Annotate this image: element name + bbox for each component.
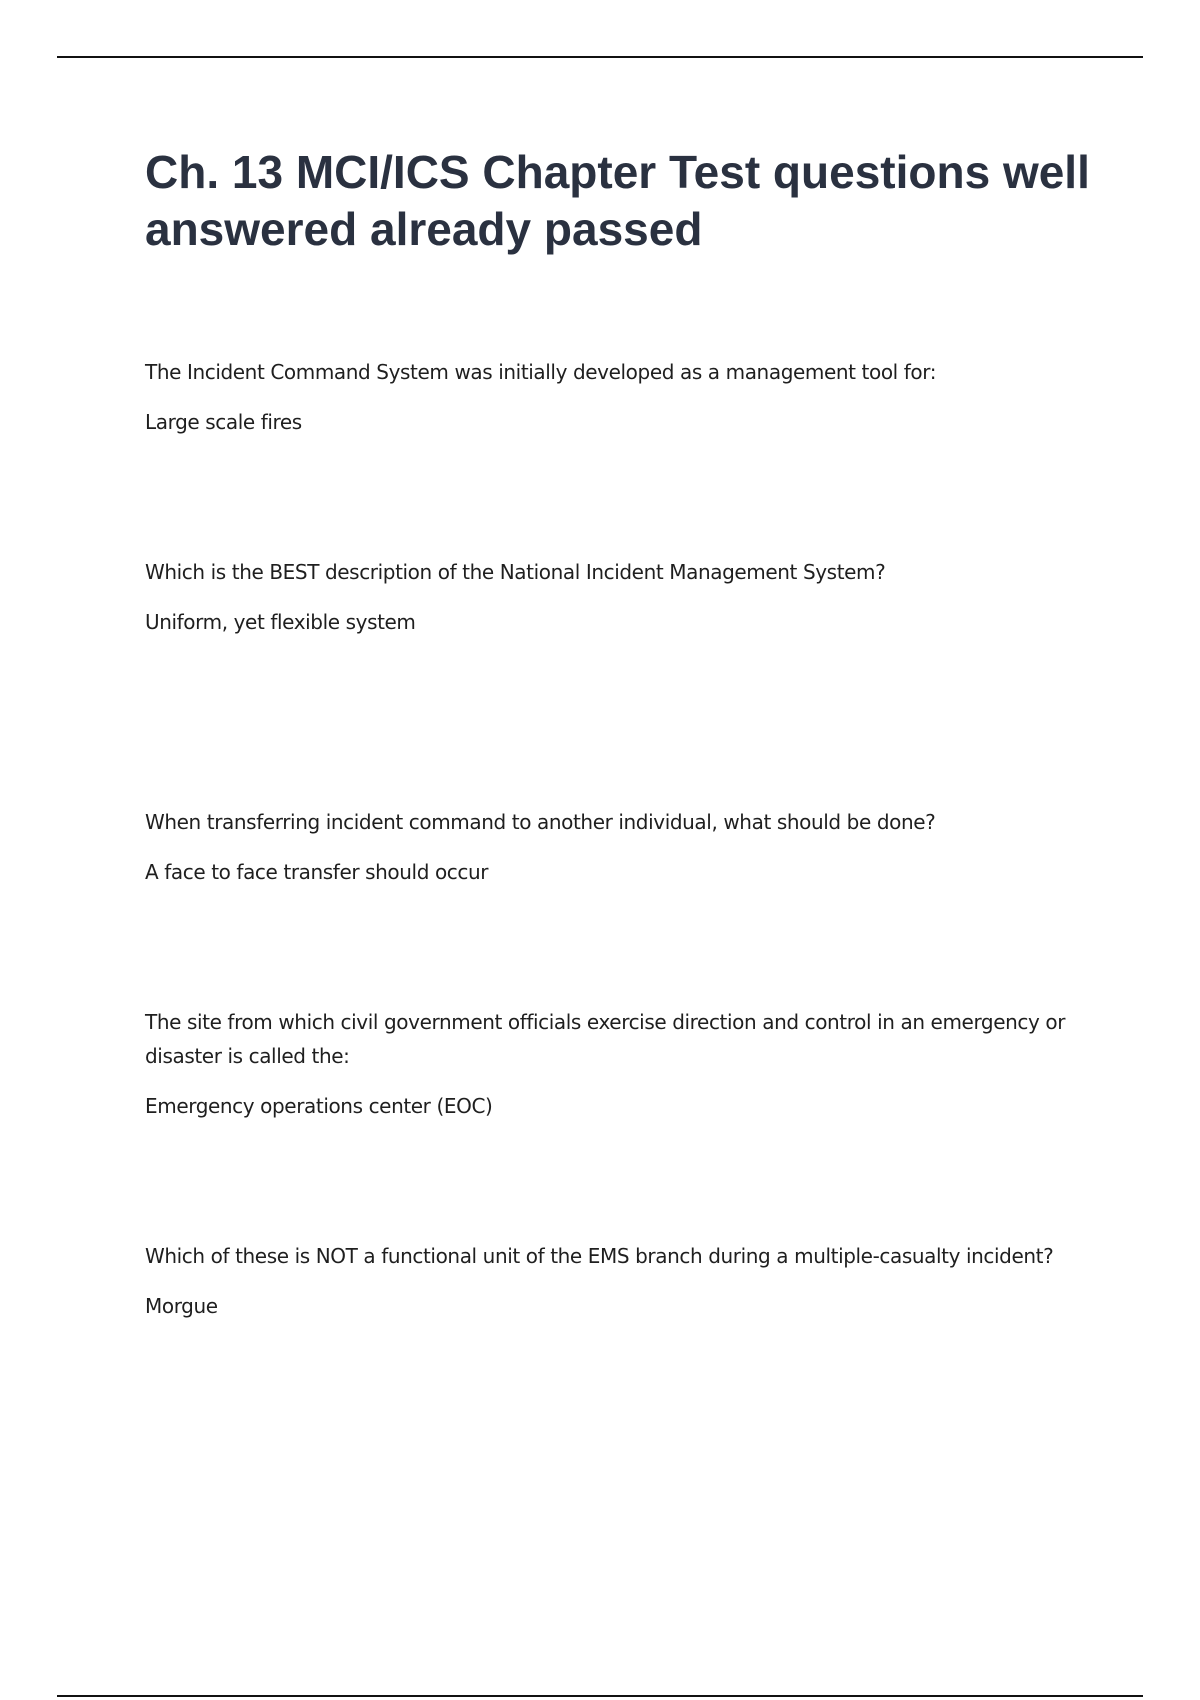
answer-text: Emergency operations center (EOC) bbox=[145, 1094, 493, 1118]
question-text: The site from which civil government officials exercise direction and control in an emergency or disaster is called the: bbox=[145, 1010, 1066, 1068]
qa-item bbox=[145, 355, 1095, 439]
document-title: Ch. 13 MCI/ICS Chapter Test questions well answered already passed bbox=[145, 146, 1090, 255]
qa-item bbox=[145, 805, 1095, 889]
bottom-divider bbox=[57, 1695, 1143, 1697]
question-text: The Incident Command System was initially developed as a management tool for: bbox=[145, 360, 937, 384]
top-divider bbox=[57, 56, 1143, 58]
qa-item bbox=[145, 555, 1095, 639]
qa-item bbox=[145, 1005, 1095, 1123]
question-text: Which is the BEST description of the National Incident Management System? bbox=[145, 560, 886, 584]
answer-text: Large scale fires bbox=[145, 410, 302, 434]
question-text: Which of these is NOT a functional unit of the EMS branch during a multiple-casualty incident? bbox=[145, 1244, 1054, 1268]
answer-text: Uniform, yet flexible system bbox=[145, 610, 416, 634]
answer-text: A face to face transfer should occur bbox=[145, 860, 489, 884]
question-text: When transferring incident command to another individual, what should be done? bbox=[145, 810, 936, 834]
qa-item bbox=[145, 1239, 1095, 1323]
answer-text: Morgue bbox=[145, 1294, 218, 1318]
